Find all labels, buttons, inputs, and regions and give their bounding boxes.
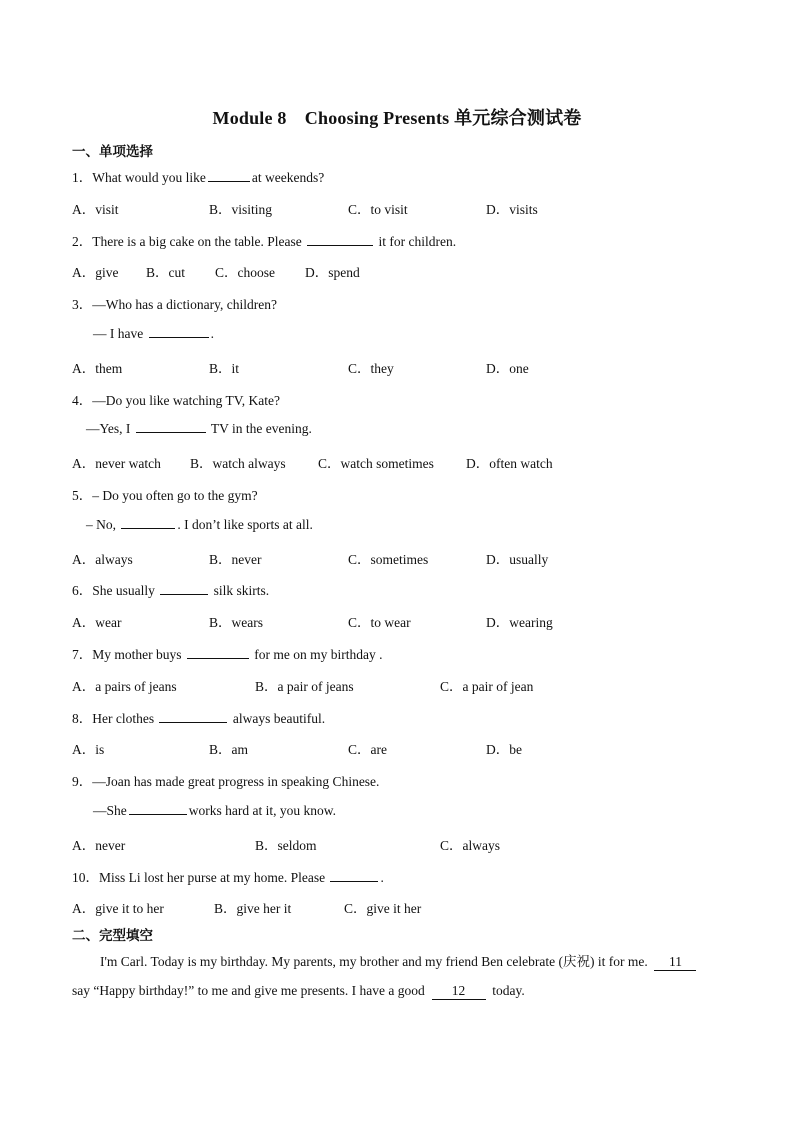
option-d: D．usually	[486, 552, 549, 567]
question-10: 10．Miss Li lost her purse at my home. Please .	[72, 870, 384, 885]
option-a: A．never	[72, 838, 126, 853]
option-b: B．cut	[146, 265, 185, 280]
option-a: A．wear	[72, 615, 122, 630]
option-a: A．them	[72, 361, 123, 376]
answer-blank	[129, 802, 187, 815]
answer-blank	[208, 169, 250, 182]
option-b: B．seldom	[255, 838, 317, 853]
answer-blank	[121, 516, 175, 529]
option-b: B．wears	[209, 615, 263, 630]
answer-blank	[330, 869, 378, 882]
option-b: B．watch always	[190, 456, 286, 471]
section-heading-single-choice: 一、单项选择	[72, 144, 153, 160]
question-4-response: —Yes, I TV in the evening.	[86, 421, 312, 436]
option-c: C．sometimes	[348, 552, 429, 567]
question-5: 5．– Do you often go to the gym?	[72, 488, 258, 503]
option-b: B．visiting	[209, 202, 273, 217]
option-c: C．a pair of jean	[440, 679, 534, 694]
option-c: C．to visit	[348, 202, 408, 217]
section-heading-cloze: 二、完型填空	[72, 928, 153, 944]
option-d: D．visits	[486, 202, 538, 217]
question-1	[72, 166, 324, 186]
question-9: 9．—Joan has made great progress in speaking Chinese.	[72, 774, 380, 789]
option-c: C．are	[348, 742, 387, 757]
option-c: C．give it her	[344, 901, 422, 916]
cloze-blank-12: 12	[432, 983, 486, 1000]
option-a: A．give	[72, 265, 119, 280]
answer-blank	[160, 582, 208, 595]
option-b: B．never	[209, 552, 262, 567]
option-d: D．often watch	[466, 456, 553, 471]
option-d: D．wearing	[486, 615, 553, 630]
page-title: Module 8 Choosing Presents 单元综合测试卷	[212, 108, 582, 128]
option-a: A．always	[72, 552, 133, 567]
option-c: C．always	[440, 838, 500, 853]
answer-blank	[187, 646, 249, 659]
question-5-response: – No, . I don’t like sports at all.	[86, 517, 313, 532]
question-7: 7．My mother buys for me on my birthday .	[72, 647, 383, 662]
option-c: C．to wear	[348, 615, 411, 630]
option-c: C．watch sometimes	[318, 456, 434, 471]
option-a: A．give it to her	[72, 901, 164, 916]
question-9-response: —She works hard at it, you know.	[93, 803, 336, 818]
option-b: B．a pair of jeans	[255, 679, 354, 694]
answer-blank	[149, 325, 209, 338]
option-a: A．never watch	[72, 456, 161, 471]
option-c: C．choose	[215, 265, 275, 280]
option-d: D．one	[486, 361, 529, 376]
answer-blank	[307, 233, 373, 246]
answer-blank	[136, 420, 206, 433]
option-d: D．be	[486, 742, 522, 757]
question-2	[72, 230, 456, 250]
question-text: it for children.	[378, 234, 457, 249]
question-text: 1．What would you like	[72, 170, 206, 185]
question-3-response: — I have .	[93, 326, 214, 341]
question-8: 8．Her clothes always beautiful.	[72, 711, 326, 726]
passage-line-1: I'm Carl. Today is my birthday. My parents, my brother and my friend Ben celebrate (庆祝) it for me. 11	[100, 950, 696, 971]
question-6: 6．She usually silk skirts.	[72, 583, 270, 598]
option-a: A．is	[72, 742, 105, 757]
question-text: 2．There is a big cake on the table. Please	[72, 234, 302, 249]
option-b: B．it	[209, 361, 240, 376]
option-a: A．a pairs of jeans	[72, 679, 177, 694]
option-a: A．visit	[72, 202, 119, 217]
question-4: 4．—Do you like watching TV, Kate?	[72, 393, 280, 408]
option-b: B．am	[209, 742, 248, 757]
option-d: D．spend	[305, 265, 360, 280]
question-text: at weekends?	[251, 170, 325, 185]
cloze-blank-11: 11	[654, 954, 696, 971]
answer-blank	[159, 710, 227, 723]
question-3: 3．—Who has a dictionary, children?	[72, 297, 277, 312]
option-b: B．give her it	[214, 901, 292, 916]
option-c: C．they	[348, 361, 394, 376]
passage-line-2: say “Happy birthday!” to me and give me presents. I have a good 12 today.	[72, 983, 525, 998]
